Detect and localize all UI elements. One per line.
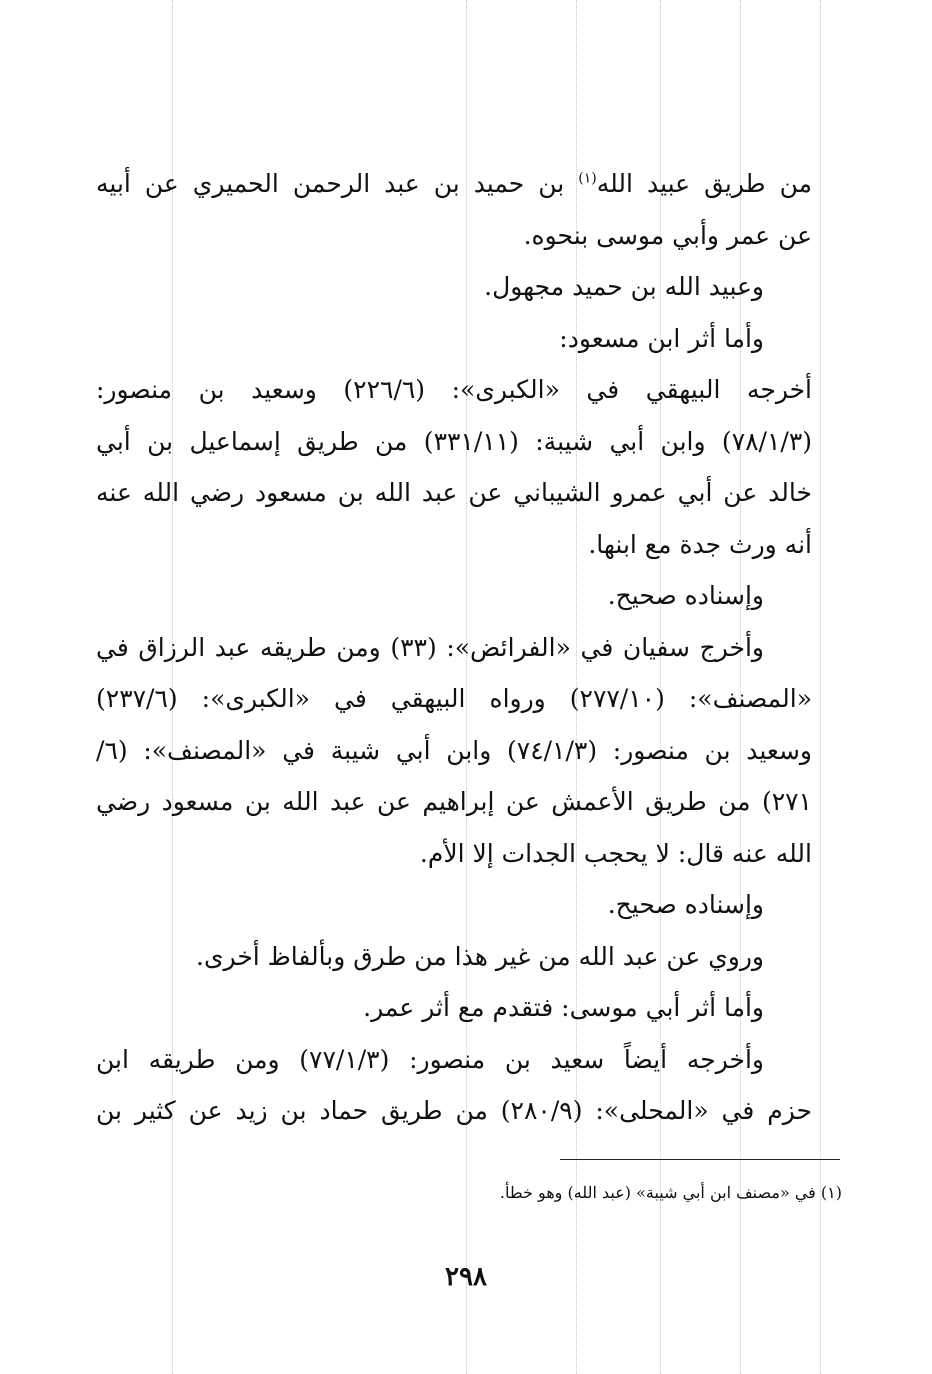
footnote — [300, 1178, 842, 1208]
footnote-reference[interactable]: (١) — [578, 170, 597, 187]
text-run: من طريق عبيد الله — [596, 169, 812, 198]
text-line: وإسناده صحيح. — [607, 581, 764, 610]
text-line: الله عنه قال: لا يحجب الجدات إلا الأم. — [419, 838, 812, 868]
scan-guide-line — [820, 0, 821, 1374]
text-line — [96, 158, 812, 210]
text-line: وعبيد الله بن حميد مجهول. — [484, 272, 764, 301]
text-line: أخرجه البيهقي في «الكبرى»: (٢٢٦/٦) وسعيد بن منصور: — [96, 375, 812, 404]
text-run: بن حميد بن عبد الرحمن الحميري عن أبيه — [96, 169, 579, 198]
text-line: أنه ورث جدة مع ابنها. — [588, 529, 812, 559]
footnote-marker: (١) — [820, 1183, 842, 1202]
text-line: وسعيد بن منصور: (٧٤/١/٣) وابن أبي شيبة في «المصنف»: (٦/ — [96, 735, 812, 765]
section-heading-line: وأما أثر ابن مسعود: — [559, 323, 764, 353]
text-line: (٧٨/١/٣) وابن أبي شيبة: (٣٣١/١١) من طريق إسماعيل بن أبي — [96, 426, 812, 456]
text-line: حزم في «المحلى»: (٢٨٠/٩) من طريق حماد بن زيد عن كثير بن — [96, 1096, 812, 1125]
text-line: وأخرجه أيضاً سعيد بن منصور: (٧٧/١/٣) ومن طريقه ابن — [96, 1044, 764, 1074]
body-text — [96, 158, 812, 1137]
text-line: ٢٧١) من طريق الأعمش عن إبراهيم عن عبد الله بن مسعود رضي — [96, 787, 812, 816]
section-heading-line: وأما أثر أبي موسى: فتقدم مع أثر عمر. — [363, 993, 764, 1022]
footnote-separator — [560, 1159, 840, 1160]
footnote-text: في «مصنف ابن أبي شيبة» (عبد الله) وهو خطأ. — [499, 1183, 816, 1202]
text-line: وأخرج سفيان في «الفرائض»: (٣٣) ومن طريقه عبد الرزاق في — [96, 632, 764, 662]
text-line: وروي عن عبد الله من غير هذا من طرق وبألفاظ أخرى. — [196, 941, 764, 971]
text-line: عن عمر وأبي موسى بنحوه. — [523, 220, 812, 250]
page-number: ٢٩٨ — [445, 1262, 487, 1292]
text-line: خالد عن أبي عمرو الشيباني عن عبد الله بن مسعود رضي الله عنه — [96, 478, 812, 507]
text-line: «المصنف»: (٢٧٧/١٠) ورواه البيهقي في «الكبرى»: (٢٣٧/٦) — [96, 684, 812, 713]
text-line: وإسناده صحيح. — [607, 890, 764, 919]
